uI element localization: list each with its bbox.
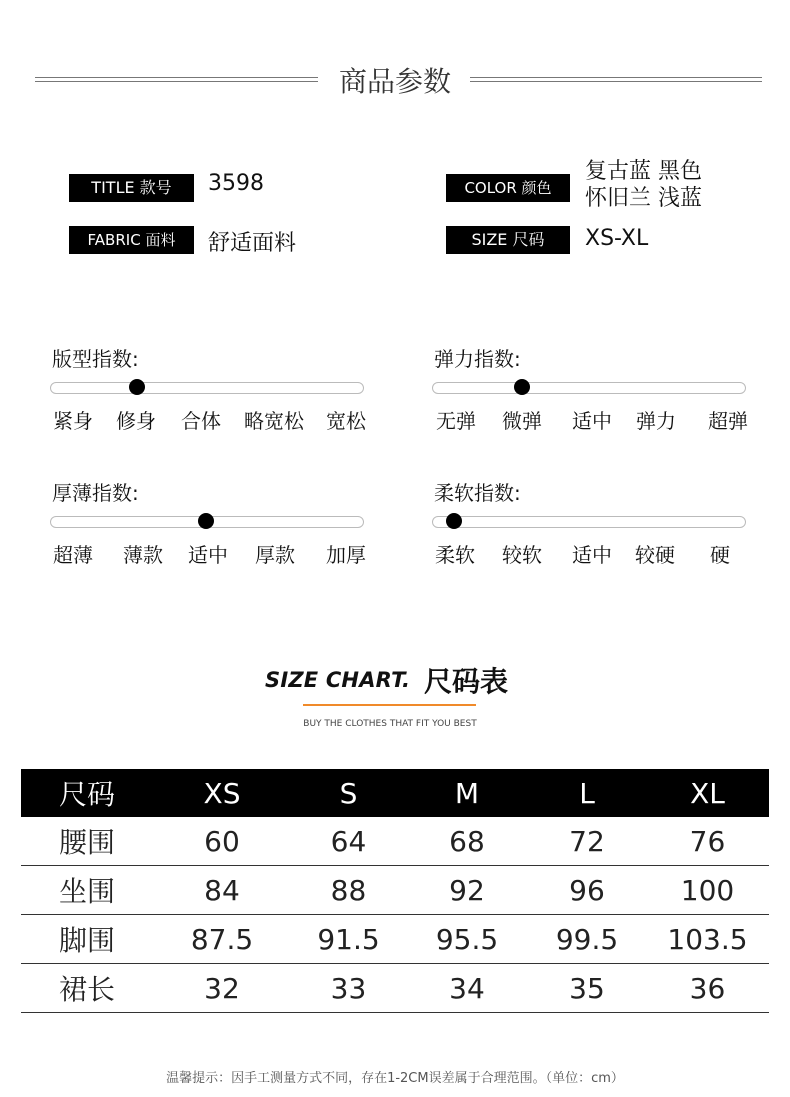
size-value: XS-XL <box>585 226 649 251</box>
table-cell: 88 <box>330 873 367 907</box>
fabric-value: 舒适面料 <box>208 231 297 256</box>
softness-index-knob <box>446 513 462 529</box>
thickness-index-knob <box>198 513 214 529</box>
fit-index-label: 合体 <box>181 409 221 433</box>
thickness-index-label: 厚款 <box>255 543 295 567</box>
softness-index-label: 适中 <box>572 543 612 567</box>
header-cell: S <box>339 776 358 810</box>
title-value: 3598 <box>208 171 264 196</box>
size-tag: SIZE 尺码 <box>446 226 570 254</box>
table-cell: 72 <box>569 824 605 858</box>
header-cell: XL <box>690 776 725 810</box>
measurement-note: 温馨提示：因手工测量方式不同，存在1-2CM误差属于合理范围。（单位：cm） <box>166 1071 624 1086</box>
header-cell: 尺码 <box>58 778 115 811</box>
table-cell: 84 <box>204 873 240 907</box>
table-row <box>21 964 769 1013</box>
softness-index-title: 柔软指数: <box>434 481 521 505</box>
table-cell: 87.5 <box>190 922 254 956</box>
softness-index-label: 较软 <box>502 543 542 567</box>
row-label: 裙长 <box>58 973 115 1006</box>
title-tag: TITLE 款号 <box>69 174 194 202</box>
fit-index-label: 修身 <box>116 409 156 433</box>
size-table-header <box>21 769 769 817</box>
table-cell: 92 <box>449 873 485 907</box>
fit-index-label: 紧身 <box>53 409 93 433</box>
size-table <box>21 769 769 1013</box>
softness-index-label: 硬 <box>710 543 730 567</box>
table-row <box>21 915 769 964</box>
softness-index-label: 较硬 <box>635 543 675 567</box>
fit-index-label: 宽松 <box>326 409 366 433</box>
elasticity-index-title: 弹力指数: <box>434 347 521 371</box>
size-chart-title-cn: 尺码表 <box>424 665 509 698</box>
color-value-line1: 复古蓝 黑色 <box>585 159 702 184</box>
table-cell: 64 <box>330 824 367 858</box>
row-label: 坐围 <box>58 875 115 908</box>
size-chart-subtitle: BUY THE CLOTHES THAT FIT YOU BEST <box>303 719 477 729</box>
header-cell: L <box>579 776 595 810</box>
thickness-index-label: 适中 <box>188 543 228 567</box>
row-label: 腰围 <box>58 826 115 859</box>
header-rule-left <box>35 77 318 83</box>
table-cell: 68 <box>449 824 485 858</box>
elasticity-index-track <box>432 382 746 394</box>
thickness-index-title: 厚薄指数: <box>52 481 139 505</box>
table-cell: 100 <box>680 873 735 907</box>
fit-index-title: 版型指数: <box>52 347 139 371</box>
table-cell: 95.5 <box>435 922 499 956</box>
elasticity-index-label: 适中 <box>572 409 612 433</box>
size-chart-underline <box>303 704 476 706</box>
table-cell: 103.5 <box>667 922 748 956</box>
table-row <box>21 866 769 915</box>
header-cell: M <box>454 776 480 810</box>
table-cell: 32 <box>204 971 240 1005</box>
table-cell: 35 <box>569 971 605 1005</box>
fit-index-track <box>50 382 364 394</box>
table-cell: 91.5 <box>317 922 380 956</box>
page-title: 商品参数 <box>338 65 451 98</box>
elasticity-index-label: 微弹 <box>502 409 542 433</box>
table-cell: 33 <box>330 971 367 1005</box>
table-cell: 60 <box>204 824 240 858</box>
table-cell: 96 <box>569 873 605 907</box>
softness-index-label: 柔软 <box>435 543 475 567</box>
elasticity-index-label: 弹力 <box>636 409 676 433</box>
row-label: 脚围 <box>58 924 115 957</box>
table-cell: 99.5 <box>555 922 619 956</box>
header-cell: XS <box>203 776 241 810</box>
fit-index-label: 略宽松 <box>244 409 304 433</box>
table-row <box>21 817 769 866</box>
fabric-tag: FABRIC 面料 <box>69 226 194 254</box>
table-cell: 36 <box>689 971 726 1005</box>
thickness-index-label: 超薄 <box>53 543 93 567</box>
elasticity-index-label: 超弹 <box>708 409 748 433</box>
softness-index-track <box>432 516 746 528</box>
thickness-index-label: 薄款 <box>123 543 163 567</box>
color-value-line2: 怀旧兰 浅蓝 <box>585 186 702 211</box>
thickness-index-label: 加厚 <box>326 543 366 567</box>
table-cell: 34 <box>449 971 485 1005</box>
size-chart-title-en: SIZE CHART. <box>265 668 411 692</box>
header-rule-right <box>470 77 762 83</box>
elasticity-index-label: 无弹 <box>436 409 476 433</box>
color-tag: COLOR 颜色 <box>446 174 570 202</box>
table-cell: 76 <box>689 824 726 858</box>
